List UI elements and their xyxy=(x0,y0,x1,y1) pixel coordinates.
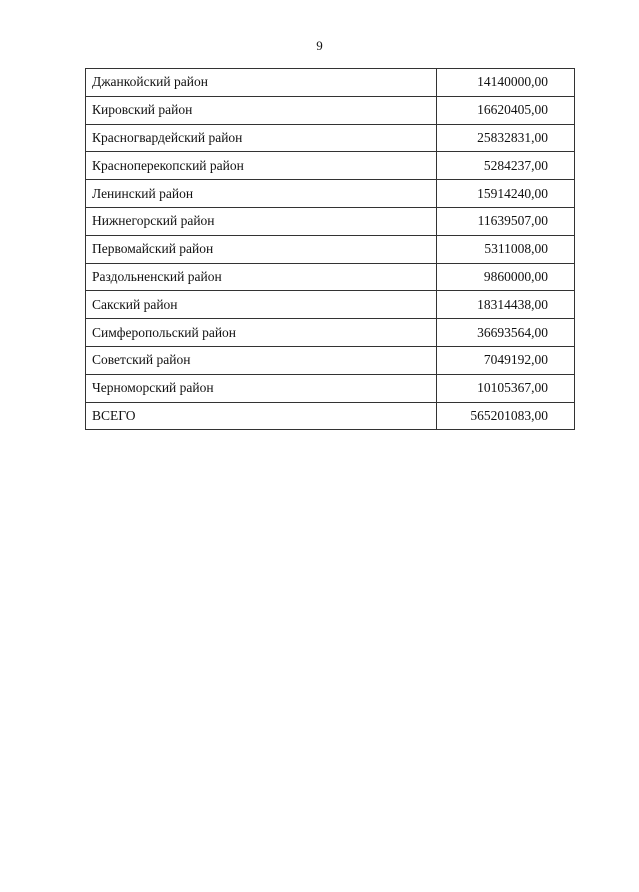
district-name: Раздольненский район xyxy=(86,263,437,291)
district-name: Джанкойский район xyxy=(86,69,437,97)
district-name: Нижнегорский район xyxy=(86,207,437,235)
total-label: ВСЕГО xyxy=(86,402,437,430)
table-row xyxy=(86,291,575,319)
district-name: Сакский район xyxy=(86,291,437,319)
district-amount: 5284237,00 xyxy=(437,152,575,180)
district-amount: 14140000,00 xyxy=(437,69,575,97)
district-name: Первомайский район xyxy=(86,235,437,263)
total-row xyxy=(86,402,575,430)
districts-table xyxy=(85,68,575,430)
district-name: Симферопольский район xyxy=(86,319,437,347)
total-amount: 565201083,00 xyxy=(437,402,575,430)
table-row xyxy=(86,263,575,291)
district-amount: 25832831,00 xyxy=(437,124,575,152)
district-amount: 10105367,00 xyxy=(437,374,575,402)
page-number: 9 xyxy=(316,38,323,53)
district-amount: 11639507,00 xyxy=(437,207,575,235)
table-row xyxy=(86,207,575,235)
table-row xyxy=(86,319,575,347)
district-amount: 9860000,00 xyxy=(437,263,575,291)
table-row xyxy=(86,374,575,402)
table-row xyxy=(86,69,575,97)
district-amount: 18314438,00 xyxy=(437,291,575,319)
district-name: Красноперекопский район xyxy=(86,152,437,180)
district-name: Ленинский район xyxy=(86,180,437,208)
district-amount: 36693564,00 xyxy=(437,319,575,347)
district-amount: 16620405,00 xyxy=(437,96,575,124)
district-name: Кировский район xyxy=(86,96,437,124)
district-name: Советский район xyxy=(86,346,437,374)
district-name: Черноморский район xyxy=(86,374,437,402)
district-amount: 15914240,00 xyxy=(437,180,575,208)
table-row xyxy=(86,152,575,180)
district-amount: 7049192,00 xyxy=(437,346,575,374)
table-row xyxy=(86,96,575,124)
table-row xyxy=(86,235,575,263)
table-row xyxy=(86,346,575,374)
district-amount: 5311008,00 xyxy=(437,235,575,263)
district-name: Красногвардейский район xyxy=(86,124,437,152)
table-row xyxy=(86,124,575,152)
table-row xyxy=(86,180,575,208)
